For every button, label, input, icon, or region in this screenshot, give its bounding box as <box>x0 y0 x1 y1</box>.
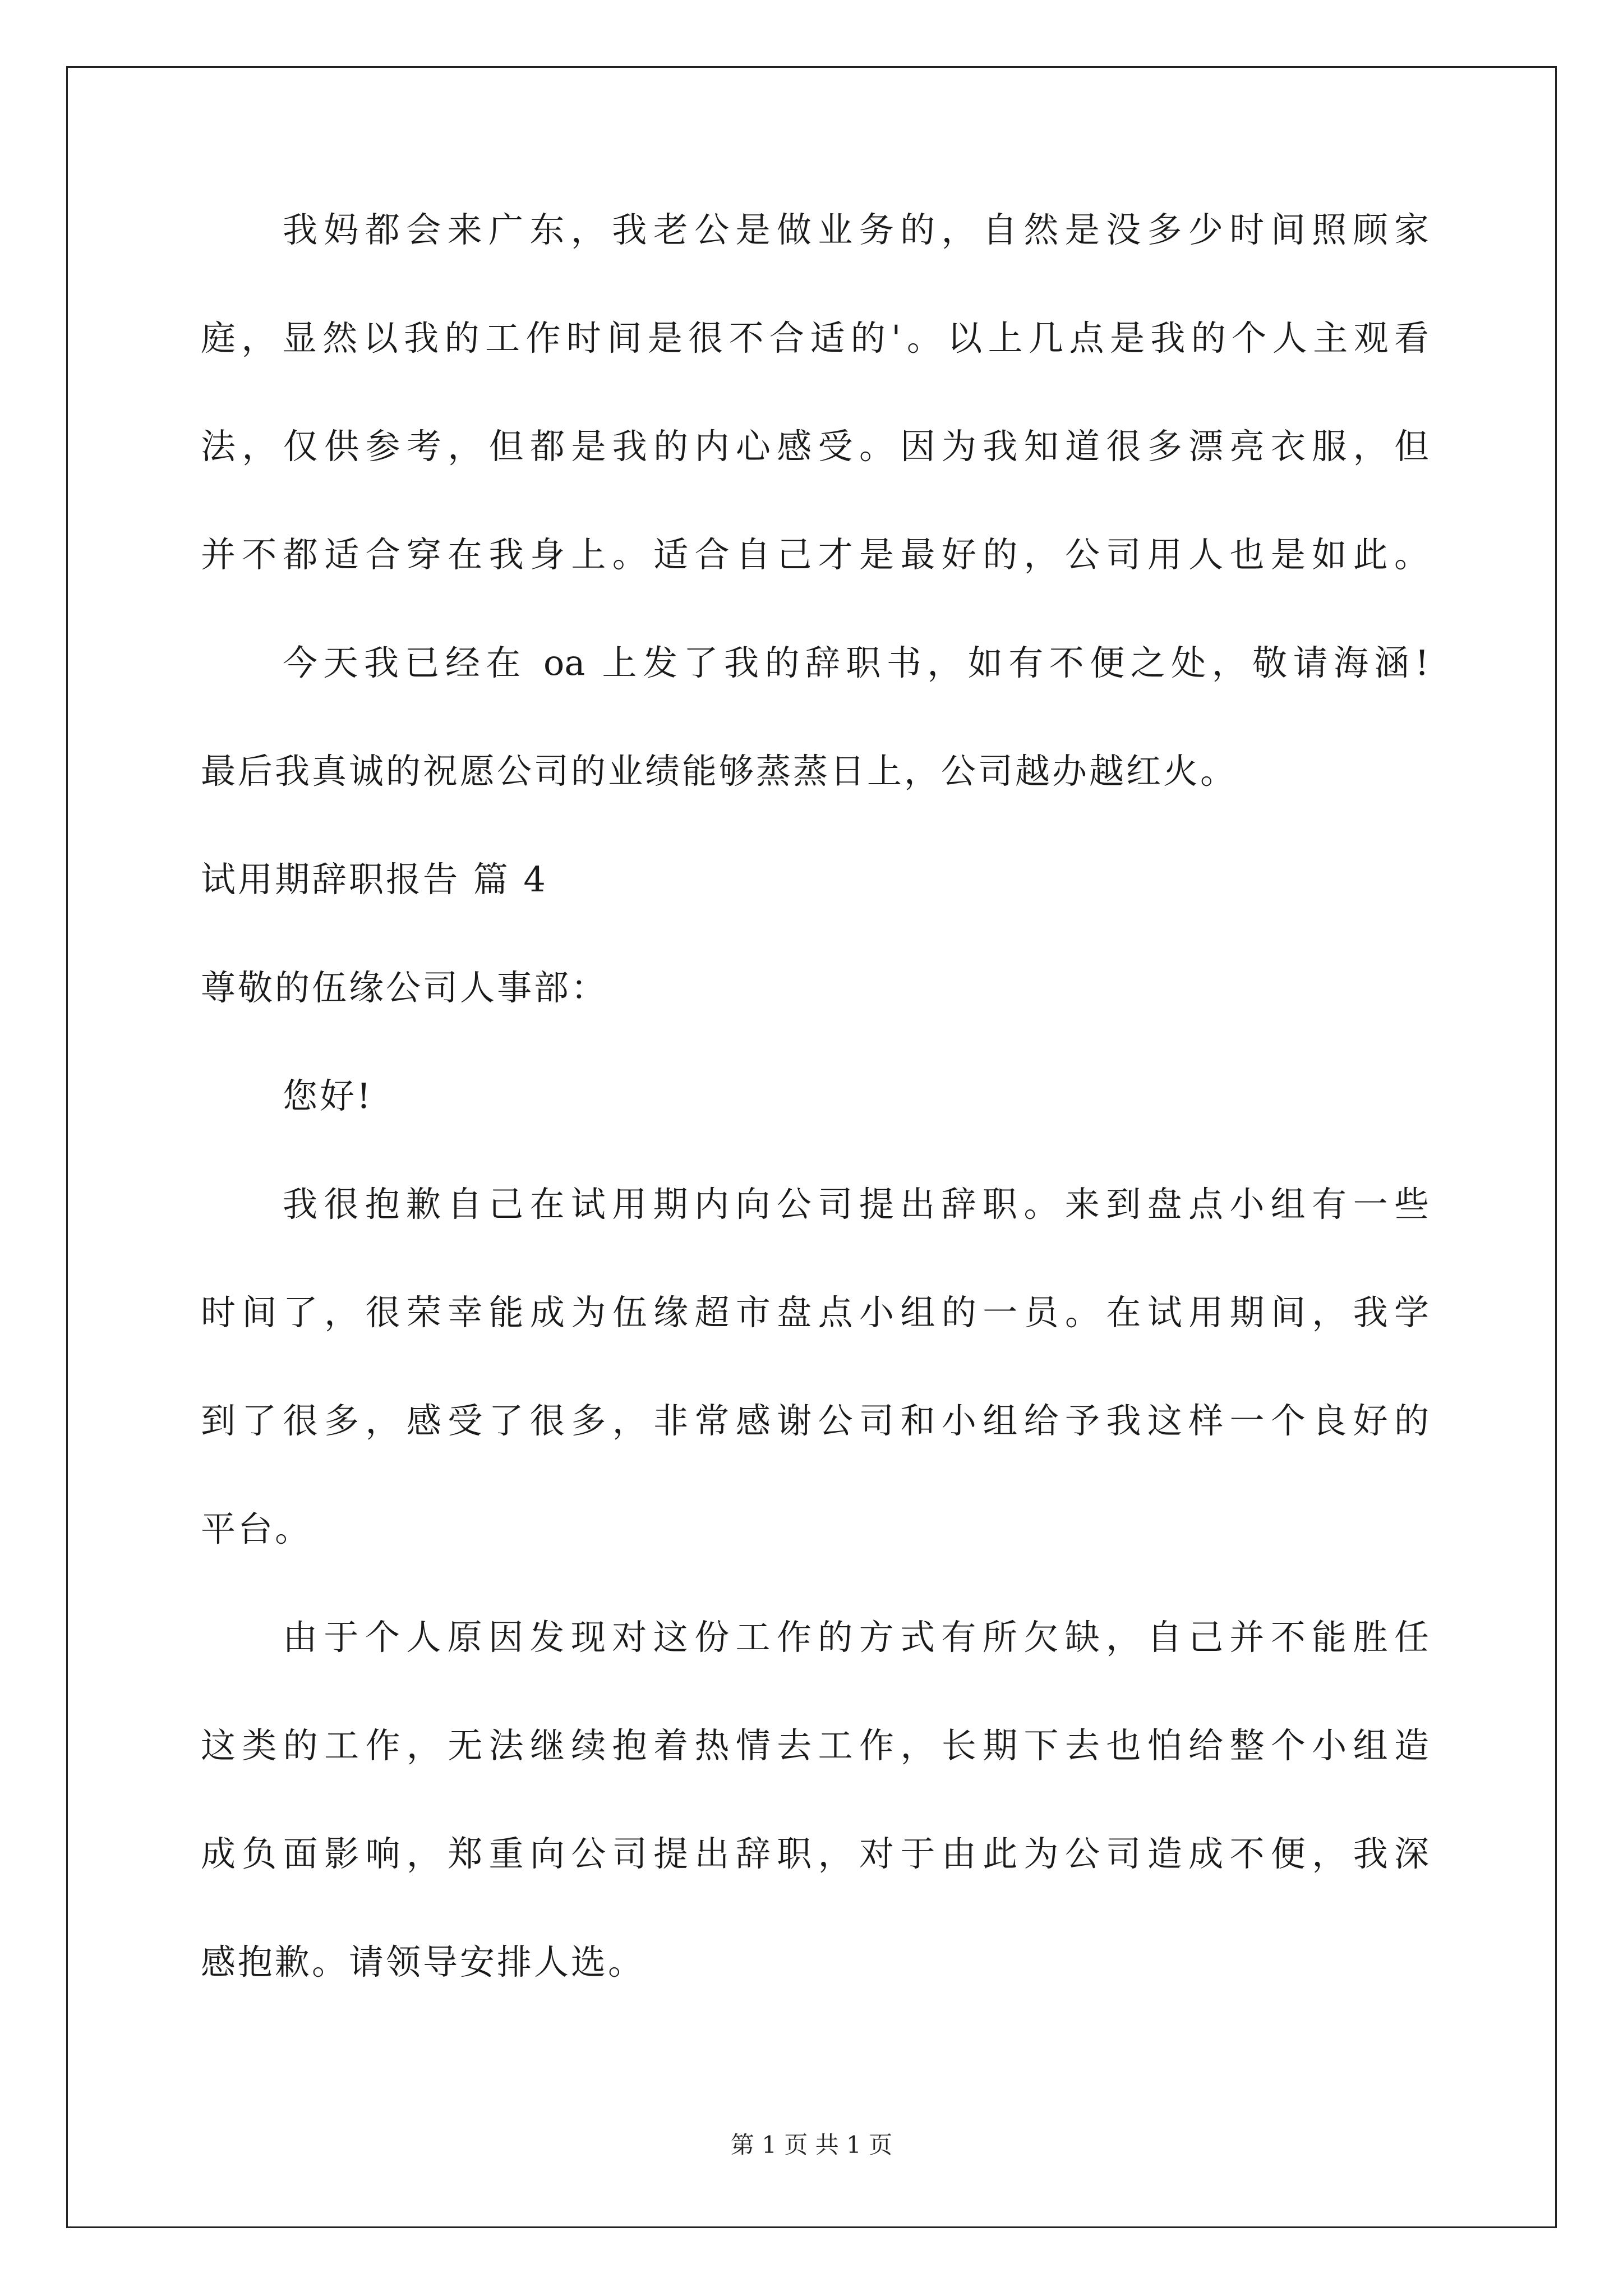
section-heading: 试用期辞职报告 篇 4 <box>201 859 548 900</box>
paragraph-line: 到了很多，感受了很多，非常感谢公司和小组给予我这样一个良好的 <box>201 1400 1429 1441</box>
paragraph-line: 由于个人原因发现对这份工作的方式有所欠缺，自己并不能胜任 <box>283 1617 1429 1658</box>
salutation: 尊敬的伍缘公司人事部： <box>201 967 608 1008</box>
paragraph-line: 平台。 <box>201 1508 312 1549</box>
paragraph-line: 我妈都会来广东，我老公是做业务的，自然是没多少时间照顾家 <box>283 209 1429 250</box>
paragraph-line: 最后我真诚的祝愿公司的业绩能够蒸蒸日上，公司越办越红火。 <box>201 751 1238 792</box>
paragraph-line: 法，仅供参考，但都是我的内心感受。因为我知道很多漂亮衣服，但 <box>201 426 1429 467</box>
paragraph-line: 我很抱歉自己在试用期内向公司提出辞职。来到盘点小组有一些 <box>283 1184 1429 1225</box>
paragraph-line: 庭，显然以我的工作时间是很不合适的'。以上几点是我的个人主观看 <box>201 318 1429 358</box>
paragraph-line: 今天我已经在 oa 上发了我的辞职书，如有不便之处，敬请海涵! <box>283 642 1429 683</box>
paragraph-line: 并不都适合穿在我身上。适合自己才是最好的，公司用人也是如此。 <box>201 534 1429 575</box>
paragraph-line: 感抱歉。请领导安排人选。 <box>201 1941 645 1982</box>
paragraph-line: 时间了，很荣幸能成为伍缘超市盘点小组的一员。在试用期间，我学 <box>201 1292 1429 1333</box>
greeting: 您好! <box>283 1075 373 1116</box>
paragraph-line: 这类的工作，无法继续抱着热情去工作，长期下去也怕给整个小组造 <box>201 1725 1429 1766</box>
paragraph-line: 成负面影响，郑重向公司提出辞职，对于由此为公司造成不便，我深 <box>201 1833 1429 1874</box>
page-frame <box>66 66 1557 2228</box>
page-footer: 第 1 页 共 1 页 <box>730 2131 893 2159</box>
